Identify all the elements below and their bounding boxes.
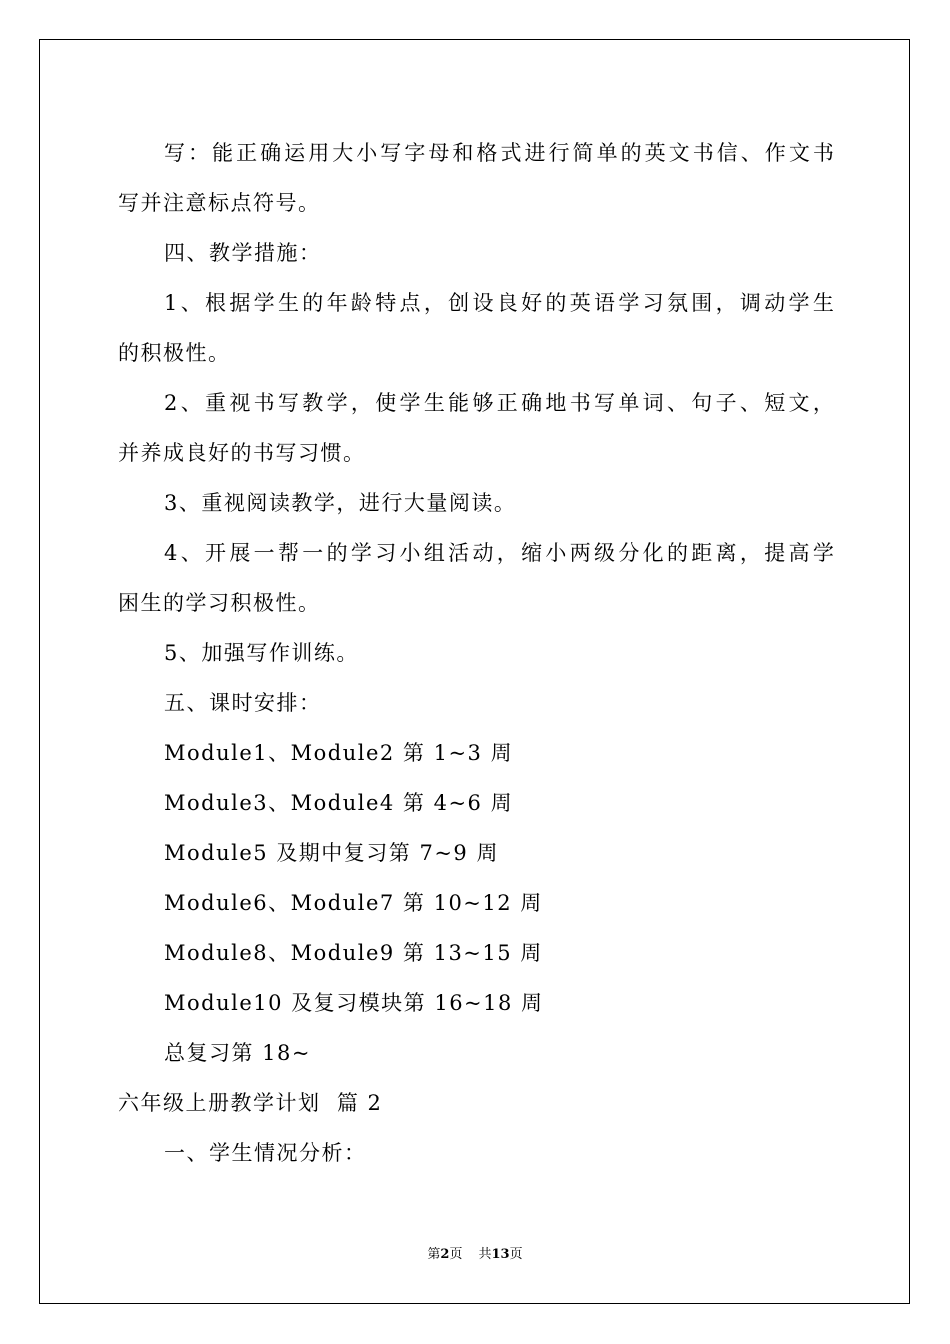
schedule-item-3: Module5 及期中复习第 7~9 周 [164,841,499,865]
schedule-item-7: 总复习第 18~ [164,1041,311,1065]
measure-2-line2: 并养成良好的书写习惯。 [118,441,366,465]
measure-5: 5、加强写作训练。 [164,641,359,665]
measure-3: 3、重视阅读教学，进行大量阅读。 [164,491,517,515]
schedule-item-4: Module6、Module7 第 10~12 周 [164,891,543,915]
paragraph-writing-line2: 写并注意标点符号。 [118,191,321,215]
footer-page-number: 2 [440,1247,450,1262]
measure-4-line1: 4 、 开 展 一 帮 一 的 学 习 小 组 活 动 ， 缩 小 两 级 分 化 的 距 离 ， 提 高 学 [164,541,834,565]
footer-page-suffix: 页 [449,1247,463,1262]
footer-total-suffix: 页 [509,1247,523,1262]
measure-1-line2: 的积极性。 [118,341,231,365]
heading-schedule: 五、课时安排： [164,691,322,715]
measure-4-line2: 困生的学习积极性。 [118,591,321,615]
page-footer [0,1246,950,1264]
footer-total-pages: 13 [491,1247,510,1262]
document-body [118,128,834,1178]
schedule-item-2: Module3、Module4 第 4~6 周 [164,791,514,815]
paragraph-writing-line1: 写 ： 能 正 确 运 用 大 小 写 字 母 和 格 式 进 行 简 单 的 英 文 书 信 、 作 文 书 [164,141,834,165]
footer-page-prefix: 第 [427,1247,441,1262]
footer-total-prefix: 共 [478,1247,492,1262]
section-heading: 六年级上册教学计划 篇 2 [118,1091,383,1115]
schedule-item-1: Module1、Module2 第 1~3 周 [164,741,514,765]
schedule-item-5: Module8、Module9 第 13~15 周 [164,941,543,965]
measure-1-line1: 1 、 根 据 学 生 的 年 龄 特 点 ， 创 设 良 好 的 英 语 学 习 氛 围 ， 调 动 学 生 [164,291,834,315]
heading-teaching-measures: 四、教学措施： [164,241,322,265]
subheading-student-analysis: 一、学生情况分析： [164,1141,367,1165]
schedule-item-6: Module10 及复习模块第 16~18 周 [164,991,544,1015]
measure-2-line1: 2 、 重 视 书 写 教 学 ， 使 学 生 能 够 正 确 地 书 写 单 词 、 句 子 、 短 文 ， [164,391,834,415]
